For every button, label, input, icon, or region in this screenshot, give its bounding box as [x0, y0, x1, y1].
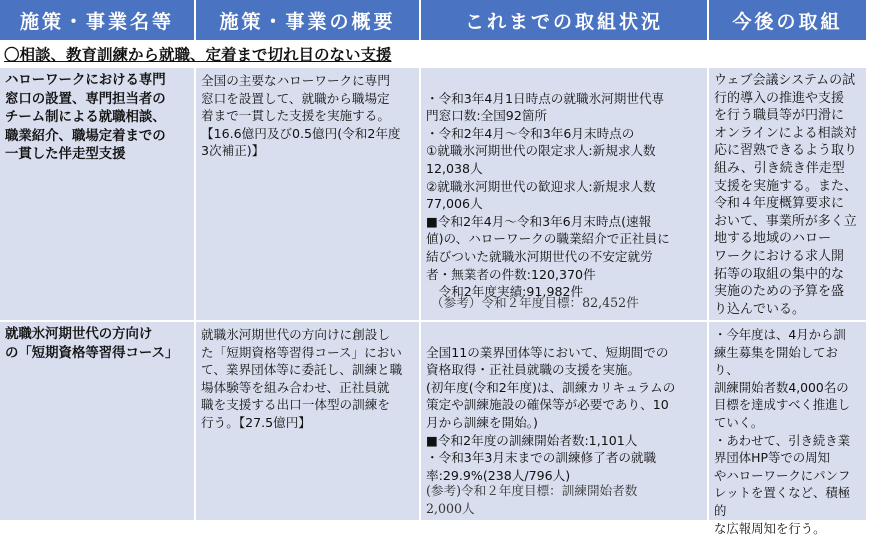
- row1-name: ハローワークにおける専門 窓口の設置、専門担当者の チーム制による就職相談、 職業紹介、職場定着までの 一貫した伴走型支援: [0, 68, 194, 320]
- header-summary: 施策・事業の概要: [196, 0, 419, 40]
- row1-status: [421, 68, 707, 320]
- row2-status-text: 全国11の業界団体等において、短期間での 資格取得・正社員就職の支援を実施。 (初年度(令和2年度)は、訓練カリキュラムの 策定や訓練施設の確保等が必要であり、10 月から訓練を開始。) ■令和2年度の訓練開始者数:1,101人 ・令和3年3月末までの訓練修了者の就職 率:29.9%(238人/796人): [426, 344, 676, 483]
- row1-future: ウェブ会議システムの試 行的導入の推進や支援 を行う職員等が円滑に オンラインによる相談対 応に習熟できるよう取り 組み、引き続き伴走型 支援を実施する。また、 令和４年度概算要求に おいて、事業所が多く立 地する地域のハロー ワークにおける求人開 拓等の取組の集中的な 実施のための予算を盛 り込んでいる。: [709, 68, 866, 320]
- row2-status: [421, 322, 707, 520]
- header-status: これまでの取組状況: [421, 0, 707, 40]
- row1-summary: 全国の主要なハローワークに専門 窓口を設置して、就職から職場定 着まで一貫した支援を実施する。 【16.6億円及び0.5億円(令和2年度 3次補正)】: [196, 68, 419, 320]
- header-future: 今後の取組: [709, 0, 866, 40]
- row1-status-text: ・令和3年4月1日時点の就職氷河期世代専 門窓口数:全国92箇所 ・令和2年4月～令和3年6月末時点の ①就職氷河期世代の限定求人:新規求人数 12,038人 ②就職氷河期世代の歓迎求人:新規求人数 77,006人 ■令和2年4月～令和3年6月末時点(速報 値)の、ハローワークの職業紹介で正社員に 結びついた就職氷河期世代の不安定就労 者・無業者の件数:120,370件 令和2年度実績:91,982件: [426, 90, 670, 300]
- row2-name: 就職氷河期世代の方向け の「短期資格等習得コース」: [0, 322, 194, 520]
- section-title: 〇相談、教育訓練から就職、定着まで切れ目のない支援: [4, 46, 392, 64]
- row2-future: ・今年度は、4月から訓 練生募集を開始しており、 訓練開始者数4,000名の 目標を達成すべく推進し ていく。 ・あわせて、引き続き業 界団体HP等での周知 やハローワークにパンフ レットを置くなど、積極的 な広報周知を行う。: [709, 322, 866, 520]
- row2-summary: 就職氷河期世代の方向けに創設し た「短期資格等習得コース」におい て、業界団体等に委託し、訓練と職 場体験等を組み合わせ、正社員就 職を支援する出口一体型の訓練を 行う。【27.5億円】: [196, 322, 419, 520]
- row1-status-ref: （参考）令和２年度目標：82,452件: [431, 295, 639, 310]
- row2-status-ref: (参考)令和２年度目標：訓練開始者数 2,000人: [426, 483, 638, 516]
- header-name: 施策・事業名等: [0, 0, 194, 40]
